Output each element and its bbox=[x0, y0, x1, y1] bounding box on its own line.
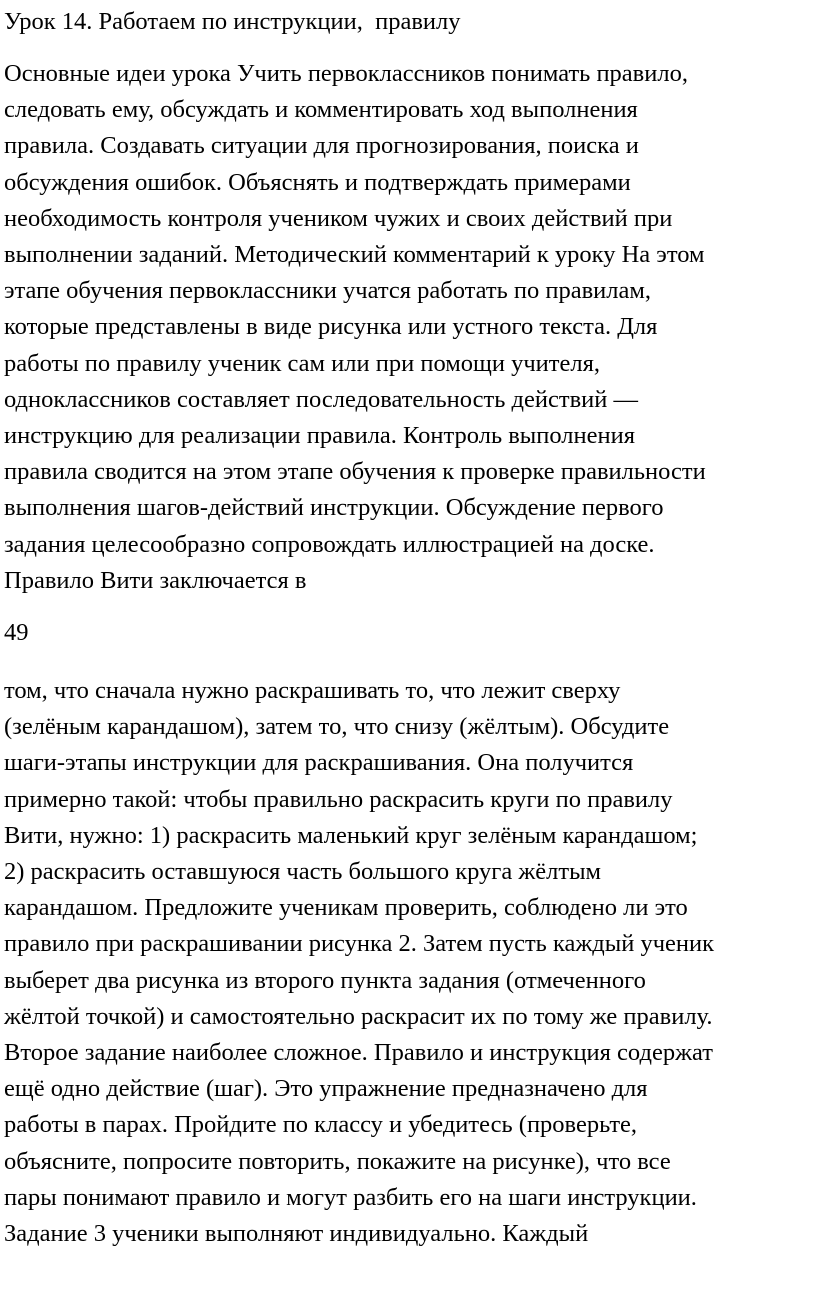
text-line: шаги-этапы инструкции для раскрашивания. Она получится bbox=[4, 749, 634, 777]
text-line: (зелёным карандашом), затем то, что снизу (жёлтым). Обсудите bbox=[4, 713, 670, 741]
text-line: Основные идеи урока Учить первоклассников понимать правило, bbox=[4, 60, 688, 87]
text-line: пары понимают правило и могут разбить его на шаги инструкции. bbox=[4, 1183, 697, 1211]
text-line: выполнении заданий. Методический комментарий к уроку На этом bbox=[4, 241, 705, 269]
text-line: правила сводится на этом этапе обучения к проверке правильности bbox=[4, 458, 706, 486]
text-line: этапе обучения первоклассники учатся работать по правилам, bbox=[4, 277, 652, 305]
text-line: Задание 3 ученики выполняют индивидуально. Каждый bbox=[4, 1220, 589, 1248]
text-line: следовать ему, обсуждать и комментировать ход выполнения bbox=[4, 96, 638, 124]
text-line: обсуждения ошибок. Объяснять и подтверждать примерами bbox=[4, 168, 631, 196]
text-line: ещё одно действие (шаг). Это упражнение предназначено для bbox=[4, 1075, 648, 1103]
text-line: правила. Создавать ситуации для прогнозирования, поиска и bbox=[4, 132, 639, 160]
paragraph-lesson-ideas bbox=[4, 56, 812, 599]
text-line: примерно такой: чтобы правильно раскрасить круги по правилу bbox=[4, 785, 673, 813]
text-line: одноклассников составляет последовательность действий — bbox=[4, 385, 638, 413]
text-line: задания целесообразно сопровождать иллюстрацией на доске. bbox=[4, 530, 655, 558]
text-line: работы в парах. Пройдите по классу и убедитесь (проверьте, bbox=[4, 1111, 638, 1139]
text-line: инструкцию для реализации правила. Контроль выполнения bbox=[4, 422, 636, 450]
text-line: Вити, нужно: 1) раскрасить маленький круг зелёным карандашом; bbox=[4, 821, 698, 849]
lesson-title: Урок 14. Работаем по инструкции, правилу bbox=[4, 8, 461, 35]
paragraph-rule-instructions bbox=[4, 673, 812, 1252]
document-page bbox=[4, 0, 812, 1252]
text-line: правило при раскрашивании рисунка 2. Затем пусть каждый ученик bbox=[4, 930, 715, 958]
text-line: том, что сначала нужно раскрашивать то, что лежит сверху bbox=[4, 677, 621, 705]
text-line: карандашом. Предложите ученикам проверить, соблюдено ли это bbox=[4, 894, 688, 922]
text-line: выберет два рисунка из второго пункта задания (отмеченного bbox=[4, 966, 646, 994]
page-number: 49 bbox=[4, 619, 29, 647]
text-line: Второе задание наиболее сложное. Правило и инструкция содержат bbox=[4, 1039, 713, 1067]
text-line: Правило Вити заключается в bbox=[4, 566, 307, 594]
text-line: объясните, попросите повторить, покажите на рисунке), что все bbox=[4, 1147, 671, 1175]
text-line: выполнения шагов-действий инструкции. Обсуждение первого bbox=[4, 494, 664, 522]
text-line: 2) раскрасить оставшуюся часть большого круга жёлтым bbox=[4, 858, 602, 886]
text-line: которые представлены в виде рисунка или устного текста. Для bbox=[4, 313, 658, 341]
text-line: необходимость контроля учеником чужих и своих действий при bbox=[4, 204, 673, 232]
text-line: жёлтой точкой) и самостоятельно раскрасит их по тому же правилу. bbox=[4, 1002, 713, 1030]
text-line: работы по правилу ученик сам или при помощи учителя, bbox=[4, 349, 600, 377]
